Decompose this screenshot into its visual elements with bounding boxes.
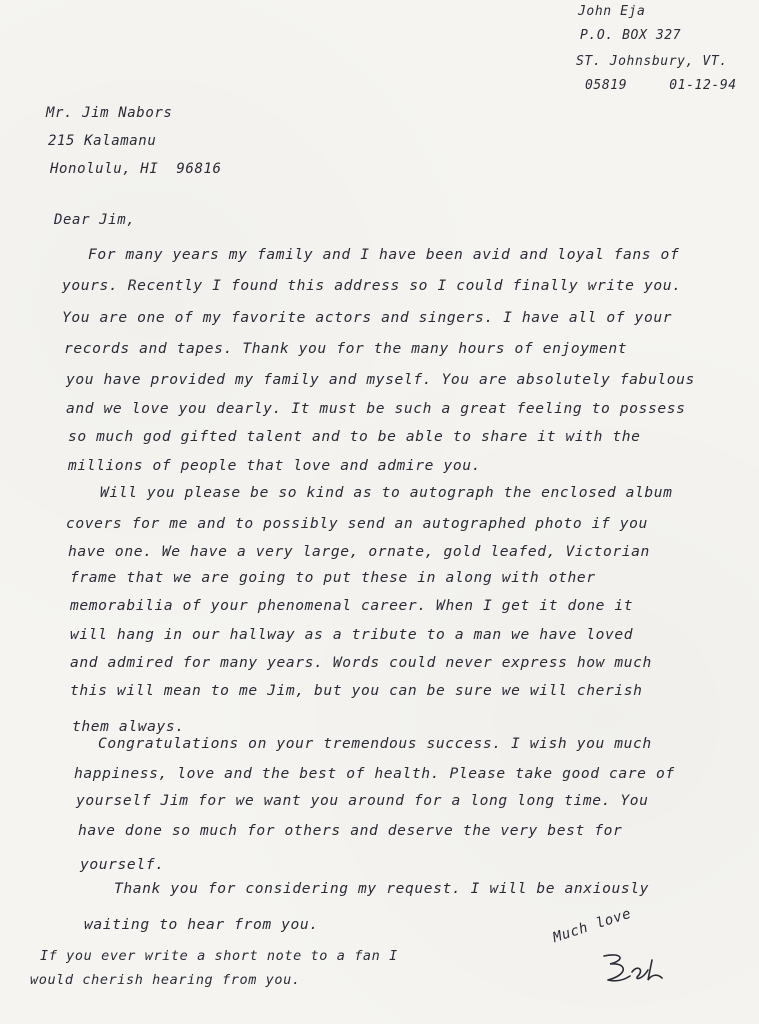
sender-zip-date: 05819 01-12-94	[585, 78, 737, 93]
body-line: frame that we are going to put these in along with other	[70, 569, 596, 586]
recipient-name: Mr. Jim Nabors	[46, 105, 173, 121]
body-line: Thank you for considering my request. I will be anxiously	[114, 880, 650, 897]
handwritten-signature-icon	[596, 950, 676, 988]
body-line: For many years my family and I have been avid and loyal fans of	[88, 246, 680, 263]
recipient-street: 215 Kalamanu	[48, 133, 157, 149]
sender-city: ST. Johnsbury, VT.	[576, 54, 728, 69]
body-line: and admired for many years. Words could never express how much	[70, 654, 652, 671]
body-line: so much god gifted talent and to be able to share it with the	[68, 428, 641, 445]
body-line: them always.	[72, 718, 185, 735]
closing: Much love	[551, 905, 634, 946]
body-line: and we love you dearly. It must be such a great feeling to possess	[66, 400, 686, 417]
body-line: have done so much for others and deserve the very best for	[78, 822, 623, 839]
recipient-city: Honolulu, HI 96816	[50, 161, 222, 177]
postscript-line: would cherish hearing from you.	[30, 972, 301, 988]
body-line: happiness, love and the best of health. Please take good care of	[74, 765, 675, 782]
postscript-line: If you ever write a short note to a fan I	[40, 948, 398, 964]
body-line: this will mean to me Jim, but you can be sure we will cherish	[70, 682, 643, 699]
body-line: Will you please be so kind as to autograph the enclosed album	[100, 484, 673, 501]
body-line: yourself Jim for we want you around for a long long time. You	[76, 792, 649, 809]
body-line: memorabilia of your phenomenal career. When I get it done it	[70, 597, 634, 614]
body-line: covers for me and to possibly send an autographed photo if you	[66, 515, 648, 532]
body-line: records and tapes. Thank you for the many hours of enjoyment	[64, 340, 628, 357]
body-line: millions of people that love and admire you.	[68, 457, 481, 474]
body-line: You are one of my favorite actors and singers. I have all of your	[62, 309, 673, 326]
sender-name: John Eja	[578, 4, 646, 19]
greeting: Dear Jim,	[54, 212, 136, 228]
body-line: you have provided my family and myself. You are absolutely fabulous	[66, 371, 695, 388]
body-line: have one. We have a very large, ornate, gold leafed, Victorian	[68, 543, 650, 560]
body-line: waiting to hear from you.	[84, 916, 319, 933]
body-line: Congratulations on your tremendous success. I wish you much	[98, 735, 652, 752]
body-line: yourself.	[80, 856, 165, 873]
sender-box: P.O. BOX 327	[580, 28, 682, 43]
body-line: yours. Recently I found this address so I could finally write you.	[62, 277, 682, 294]
body-line: will hang in our hallway as a tribute to a man we have loved	[70, 626, 634, 643]
